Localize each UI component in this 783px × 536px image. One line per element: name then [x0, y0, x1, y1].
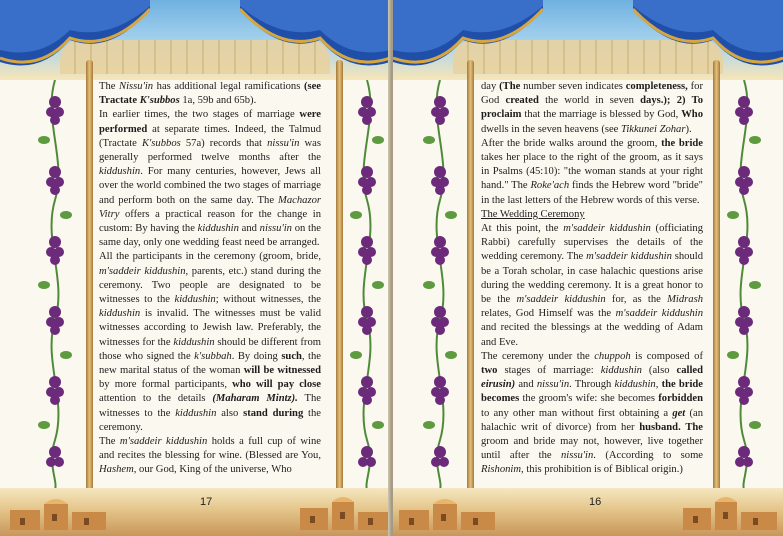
paragraph	[99, 250, 321, 435]
text-run: , our God, King of the universe, Who	[133, 464, 292, 476]
paragraph	[481, 137, 703, 208]
text-run: . For many centuries, however, Jews all over the world combined the two stages of marriage and perform both on the same day. The	[99, 166, 321, 206]
text-run: (see Tractate	[99, 81, 321, 107]
text-run: The witnesses to the	[99, 393, 321, 419]
text-run: offers a practical reason for the change in custom: By having the	[99, 208, 321, 235]
text-run: number seven indicates	[520, 81, 626, 92]
paragraph	[481, 80, 703, 137]
text-run: has additional legal ramifications	[153, 81, 304, 92]
text-run: m'saddeir kiddushin	[516, 294, 606, 306]
text-run: kiddushin	[175, 407, 217, 419]
text-run: Tikkunei Zohar	[621, 123, 686, 135]
canopy-drape-icon	[0, 0, 150, 90]
text-run: days.);	[640, 95, 671, 107]
text-run: was generally performed twelve months after the	[99, 137, 322, 164]
right-page	[393, 0, 783, 536]
text-run: kiddushin	[600, 365, 642, 377]
jerusalem-skyline-icon	[0, 496, 390, 530]
text-run: . By doing	[231, 350, 282, 362]
text-run: two	[481, 365, 498, 377]
text-run: kiddushin	[174, 294, 216, 306]
text-run: At this point, the	[481, 223, 564, 235]
text-run: husband.	[639, 421, 681, 433]
text-run: at separate times. Indeed, the Talmud (Tractate	[99, 123, 321, 149]
text-run: In earlier times, the two stages of marriage	[99, 109, 300, 121]
text-run: eirusin)	[481, 379, 516, 391]
text-run: Nissu'in	[119, 81, 154, 92]
text-run: , this prohibition is of Biblical origin.)	[521, 464, 683, 476]
paragraph	[99, 80, 321, 108]
text-run: . Through	[569, 379, 615, 391]
text-run: nissu'in	[536, 379, 570, 391]
text-run: get	[672, 407, 686, 419]
text-run: and	[515, 379, 537, 391]
text-run: m'saddeir kiddushin	[99, 265, 186, 277]
paragraph	[99, 435, 321, 478]
text-run: , the new marital status of the woman	[99, 350, 321, 377]
text-run: stand during	[243, 407, 304, 419]
text-run: the bride becomes	[481, 379, 704, 405]
text-run: (Maharam Mintz).	[212, 393, 298, 405]
text-run: will be witnessed	[243, 365, 321, 377]
text-run: is invalid. The witnesses must be valid witnesses according to Jewish law. Preferably, the witnesses for the	[99, 308, 321, 348]
text-run: should be different from those who signed the	[99, 336, 321, 362]
text-run: the ceremony.	[99, 407, 321, 433]
text-run: kiddushin	[99, 308, 141, 320]
text-run: m'saddeir kiddushin	[586, 251, 672, 263]
text-run: ,	[655, 379, 662, 391]
text-run: (officiating Rabbi) carefully supervises the details of the wedding ceremony. The	[481, 223, 703, 263]
text-run: chuppoh	[594, 350, 631, 362]
text-run: holds a full cup of wine and recites the blessing for wine. (Blessed are You,	[99, 436, 321, 462]
text-run: Who	[681, 109, 703, 121]
text-run: for, as the	[605, 294, 668, 306]
text-run: nissu'in	[561, 450, 594, 462]
grape-vine-icon	[38, 80, 72, 490]
text-run: (The	[499, 81, 521, 92]
text-run: called	[676, 365, 703, 377]
section-heading	[481, 208, 703, 222]
page-number: 17	[200, 496, 213, 508]
paragraph	[481, 350, 703, 478]
text-run: the groom's wife: she becomes	[519, 393, 659, 405]
text-run: k'subbah	[194, 350, 232, 362]
text-run: kiddushin	[173, 336, 215, 348]
text-run: The	[99, 436, 120, 448]
right-page-text	[481, 80, 703, 478]
text-run: The	[99, 81, 120, 92]
text-run: who will pay close	[232, 379, 321, 391]
text-run: 2) To proclaim	[481, 95, 703, 121]
text-run: 1a, 59b and 65b).	[179, 95, 257, 107]
text-run: nissu'in	[267, 137, 300, 149]
jerusalem-skyline-icon	[393, 496, 783, 530]
text-run: day	[481, 81, 500, 92]
text-run: , parents, etc.) stand during the ceremony. Two people are designated to be witnesses to the	[99, 265, 321, 306]
text-run: m'saddeir kiddushin	[615, 308, 704, 320]
text-run: The	[685, 421, 703, 433]
grape-vine-icon	[423, 80, 457, 490]
text-run: Midrash	[667, 294, 703, 306]
text-run: Rishonim	[481, 464, 522, 476]
text-run: After the bride walks around the groom,	[481, 137, 662, 149]
text-run: (an halachic writ of divorce) from her	[481, 407, 703, 433]
text-run: (also	[641, 365, 677, 377]
chuppah-pole	[336, 60, 343, 500]
text-run: All the participants in the ceremony (groom, bride,	[99, 251, 321, 263]
text-run: also	[216, 407, 244, 419]
text-run: nissu'in	[259, 223, 292, 235]
text-run: such	[281, 350, 302, 362]
text-run: should be a Torah scholar, in case halachic questions arise during the wedding ceremony. It is a great honor to be the	[481, 251, 703, 306]
text-run: kiddushin	[99, 166, 141, 178]
text-run: kiddushin	[614, 379, 656, 391]
chuppah-pole	[713, 60, 720, 500]
text-run: K'subbos	[141, 137, 181, 149]
text-run: created	[505, 95, 539, 107]
grape-vine-icon	[727, 80, 761, 490]
text-run: attention to the details	[99, 393, 213, 405]
text-run: relates, God Himself was the	[481, 308, 616, 320]
text-run: The Wedding Ceremony	[481, 208, 585, 220]
text-run: for God	[481, 81, 703, 107]
text-run: dwells in the seven heavens (see	[481, 123, 622, 135]
chuppah-pole	[467, 60, 474, 500]
page-number: 16	[589, 496, 602, 508]
text-run: m'saddeir kiddushin	[119, 436, 208, 448]
grape-vine-icon	[350, 80, 384, 490]
canopy-drape-icon	[633, 0, 783, 90]
text-run: is composed of	[630, 350, 703, 362]
text-run: ; without witnesses, the	[215, 294, 321, 306]
text-run: groom and bride may not, however, live together until after the	[481, 436, 703, 462]
text-run: by more formal participants,	[99, 379, 233, 391]
text-run: and	[238, 223, 260, 235]
text-run: completeness,	[625, 81, 688, 92]
text-run: that the marriage is blessed by God,	[521, 109, 682, 121]
text-run: The ceremony under the	[481, 350, 595, 362]
text-run: kiddushin	[197, 223, 239, 235]
left-page	[0, 0, 390, 536]
text-run: forbidden	[658, 393, 703, 405]
paragraph	[99, 108, 321, 250]
text-run: takes her place to the right of the groom, as it says in Psalms (45:10): "the woman stands at your right hand." The	[481, 152, 703, 192]
text-run: the world in seven	[538, 95, 641, 107]
text-run: the bride	[661, 137, 703, 149]
text-run: K'subbos	[139, 95, 180, 107]
text-run: Roke'ach	[530, 180, 570, 192]
chuppah-pole	[86, 60, 93, 500]
text-run: ).	[685, 123, 692, 135]
text-run: 57a) records that	[180, 137, 268, 149]
text-run: Machazor Vitry	[99, 194, 321, 220]
text-run: and recited the blessings at the wedding of Adam and Eve.	[481, 322, 703, 348]
paragraph	[481, 222, 703, 350]
text-run: were performed	[99, 109, 321, 135]
text-run: . (According to some	[593, 450, 704, 462]
text-run: finds the Hebrew word "bride" in the last letters of the Hebrew words of this verse.	[481, 180, 703, 206]
text-run: Hashem	[99, 464, 134, 476]
text-run: m'saddeir kiddushin	[563, 223, 651, 235]
text-run: to any other man without first obtaining a	[481, 407, 673, 419]
left-page-text	[99, 80, 321, 478]
canopy-drape-icon	[240, 0, 390, 90]
text-run: stages of marriage:	[497, 365, 601, 377]
text-run: on the same day, only one wedding feast need be arranged.	[99, 223, 321, 249]
